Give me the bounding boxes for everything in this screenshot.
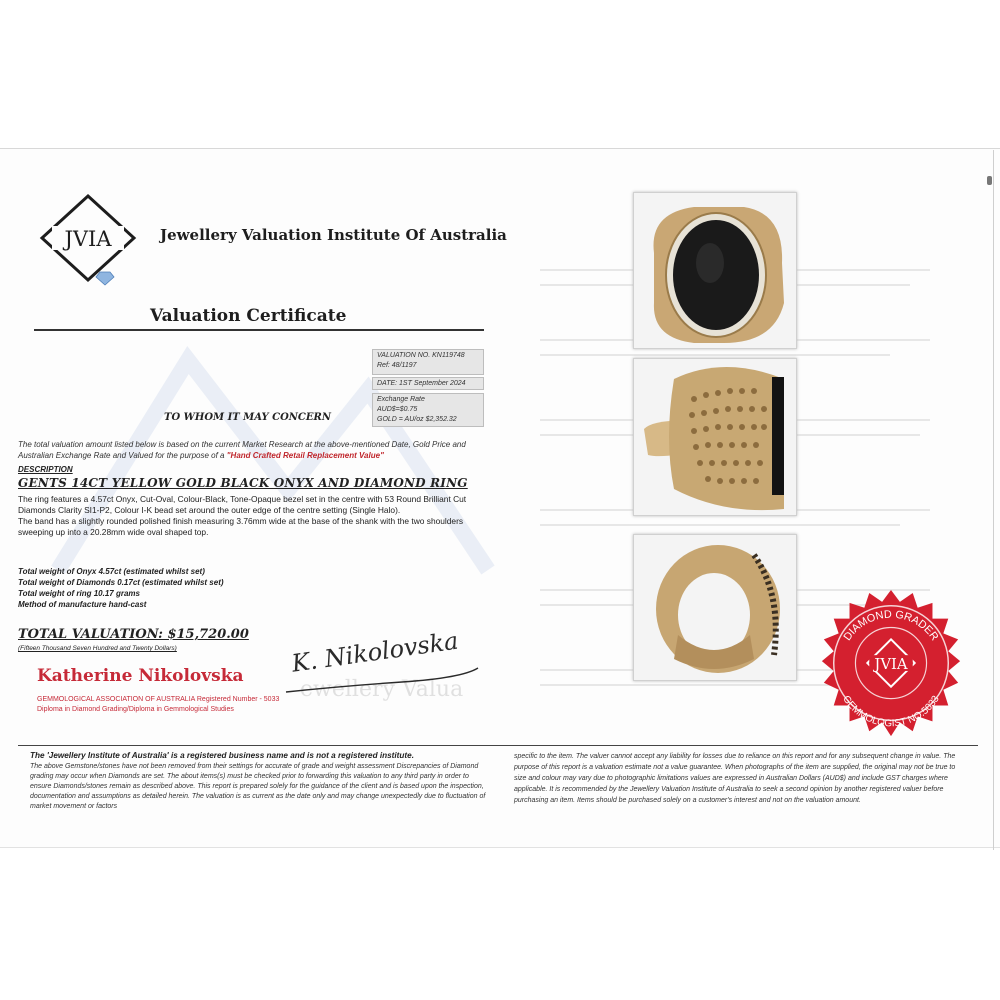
description-paragraph-1: The ring features a 4.57ct Onyx, Cut-Oval, Colour-Black, Tone-Opaque bezel set in the centre with 53 Round Brilliant Cut Diamonds Clarity SI1-P2, Colour I-K bead set around the outer edge of the centre setting (Single Halo). — [18, 494, 467, 515]
diamond-icon — [96, 272, 114, 285]
footer-rule — [18, 745, 978, 746]
ring-photo-top — [633, 192, 797, 349]
exchange-label: Exchange Rate — [377, 396, 425, 403]
exchange-box — [372, 393, 484, 427]
weights-list — [18, 566, 224, 610]
intro-paragraph — [18, 439, 488, 461]
intro-text: The total valuation amount listed below is based on the current Market Research at the above-mentioned Date, Gold Price and Australian Exchange Rate and Valued for the purpose of a — [18, 440, 466, 460]
description-paragraph-2: The band has a slightly rounded polished finish measuring 3.76mm wide at the base of the shank with the two shoulders sweeping up into a 20.28mm wide oval shaped top. — [18, 516, 464, 537]
ring-photo-underside — [633, 534, 797, 681]
total-valuation: TOTAL VALUATION: $15,720.00 — [18, 627, 249, 642]
manufacture-method: Method of manufacture hand-cast — [18, 600, 147, 609]
ring-photo-side — [633, 358, 797, 516]
logo-text: JVIA — [64, 227, 112, 251]
certificate-title: Valuation Certificate — [150, 306, 347, 326]
signature-underline — [282, 642, 482, 702]
valuer-name: Katherine Nikolovska — [37, 666, 244, 686]
footer-disclaimer-right: specific to the item. The valuer cannot accept any liability for losses due to reliance on this report and for any subsequent change in value. The purpose of this report is a valuation estimate not a value guarantee. When photographs of the item are supplied, the original may not be true to size and colour may vary due to photographic limitations values are expressed in Australian Dollars (AUD$) and include GST charges where applicable. It is recommended by the Jewellery Valuation Institute of Australia to seek a second opinion by another registered valuer before purchasing an item. Items should be purchased solely on a customer's interest and not on the valuation amount. — [514, 753, 956, 804]
weight-ring: Total weight of ring 10.17 grams — [18, 589, 140, 598]
seal-center-text: JVIA — [874, 655, 908, 673]
seal-top-text: DIAMOND GRADER — [841, 608, 941, 643]
jvia-logo — [38, 192, 138, 292]
footer-disclaimer-title: The 'Jewellery Institute of Australia' is a registered business name and is not a registered institute. — [30, 751, 414, 760]
valuation-date: DATE: 1ST September 2024 — [377, 380, 466, 387]
total-in-words: (Fifteen Thousand Seven Hundred and Twenty Dollars) — [18, 645, 177, 652]
salutation: TO WHOM IT MAY CONCERN — [164, 412, 331, 423]
ring-top-image — [634, 193, 796, 348]
exchange-rate: AUD$=$0.75 — [377, 406, 418, 413]
item-title: GENTS 14CT YELLOW GOLD BLACK ONYX AND DIAMOND RING — [18, 476, 468, 490]
valuation-number-box — [372, 349, 484, 375]
valuer-diplomas: Diploma in Diamond Grading/Diploma in Gemmological Studies — [37, 706, 234, 713]
footer-disclaimer-left: The above Gemstone/stones have not been removed from their settings for accurate of grade and weight assessment Discrepancies of Diamond grading may occur when Diamonds are set. The about items(s) must be checked prior to forwarding this valuation to any third party in order to ensure Diamonds/stones remain as described above. This report is prepared solely for the guidance of the client and is based upon the inspection, documentation and assumptions as detailed herein. The valuation is as current as the date only and may change unexpectedly due to fluctuation of market movement or factors — [30, 763, 486, 810]
valuer-signature: K. Nikolovska — [290, 626, 460, 678]
description-text — [18, 494, 488, 538]
weight-diamonds: Total weight of Diamonds 0.17ct (estimated whilst set) — [18, 578, 224, 587]
institute-name: Jewellery Valuation Institute Of Australia — [160, 226, 507, 244]
intro-highlight: "Hand Crafted Retail Replacement Value" — [226, 451, 384, 460]
date-box — [372, 377, 484, 390]
reference: Ref: 48/1197 — [377, 362, 417, 369]
ring-underside-image — [634, 535, 796, 680]
valuation-number: VALUATION NO. KN119748 — [377, 352, 465, 359]
diamond-grader-seal — [812, 588, 970, 746]
seal-bottom-text: GEMMOLOGIST NO.5033 — [840, 693, 942, 730]
ring-side-image — [634, 359, 796, 515]
description-label: DESCRIPTION — [18, 465, 73, 474]
page-edge-mark — [987, 176, 992, 185]
gold-rate: GOLD = AU/oz $2,352.32 — [377, 416, 457, 423]
page-edge — [993, 150, 994, 850]
weight-onyx: Total weight of Onyx 4.57ct (estimated whilst set) — [18, 567, 205, 576]
faded-stamp: ewellery Valua — [300, 677, 464, 702]
valuer-registration: GEMMOLOGICAL ASSOCIATION OF AUSTRALIA Registered Number - 5033 — [37, 696, 280, 703]
